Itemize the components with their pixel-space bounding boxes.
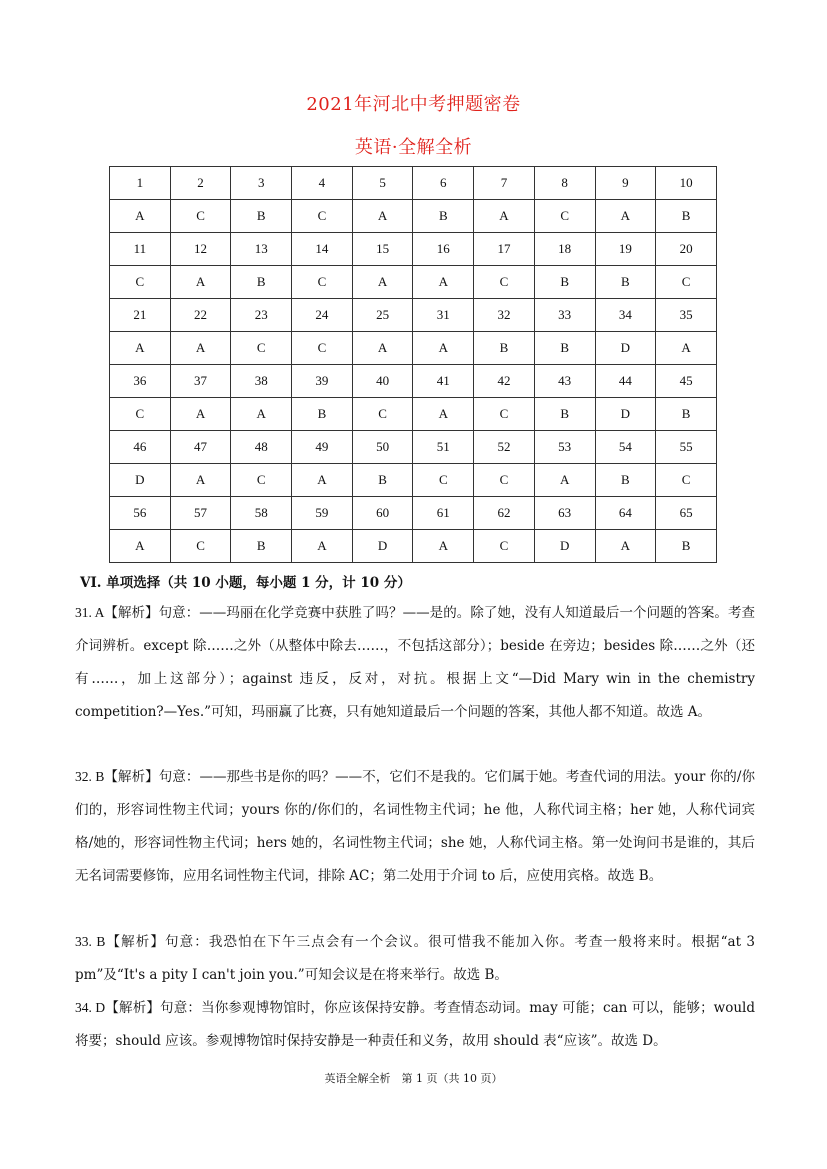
question-number-cell: 15 (352, 233, 413, 266)
question-number-cell: 19 (595, 233, 656, 266)
answer-cell: C (656, 266, 717, 299)
question-number-cell: 38 (231, 365, 292, 398)
question-number-row (110, 431, 717, 464)
answer-row (110, 332, 717, 365)
question-number-cell: 4 (292, 167, 353, 200)
answer-cell: C (110, 398, 171, 431)
question-number-cell: 12 (170, 233, 231, 266)
question-number-cell: 51 (413, 431, 474, 464)
question-number-cell: 20 (656, 233, 717, 266)
answer-cell: B (413, 200, 474, 233)
answer-cell: A (352, 332, 413, 365)
answer-cell: D (110, 464, 171, 497)
answer-cell: B (534, 398, 595, 431)
question-number-cell: 17 (474, 233, 535, 266)
answer-cell: A (534, 464, 595, 497)
answer-cell: B (595, 266, 656, 299)
answer-cell: B (231, 200, 292, 233)
question-number-cell: 53 (534, 431, 595, 464)
answer-cell: B (352, 464, 413, 497)
explanation-33 (75, 925, 755, 992)
question-number-cell: 49 (292, 431, 353, 464)
question-number-cell: 57 (170, 497, 231, 530)
answer-row (110, 398, 717, 431)
explanation-text: 【解析】句意：我恐怕在下午三点会有一个会议。很可惜我不能加入你。考查一般将来时。根据“at 3 pm”及“It's a pity I can't join you.”可知会议是在将来举行。故选 B。 (75, 934, 755, 983)
question-number-cell: 9 (595, 167, 656, 200)
question-number-row (110, 299, 717, 332)
answer-cell: C (352, 398, 413, 431)
explanation-label: 34. D (75, 1000, 106, 1015)
answer-cell: B (292, 398, 353, 431)
question-number-cell: 55 (656, 431, 717, 464)
answer-table (109, 166, 717, 563)
question-number-cell: 34 (595, 299, 656, 332)
question-number-cell: 48 (231, 431, 292, 464)
question-number-cell: 47 (170, 431, 231, 464)
answer-row (110, 530, 717, 563)
answer-cell: A (656, 332, 717, 365)
answer-cell: B (534, 332, 595, 365)
question-number-cell: 10 (656, 167, 717, 200)
answer-cell: A (595, 530, 656, 563)
page-footer: 英语全解全析 第 1 页（共 10 页） (324, 1072, 503, 1085)
answer-cell: A (110, 332, 171, 365)
question-number-row (110, 365, 717, 398)
answer-cell: B (656, 398, 717, 431)
question-number-cell: 13 (231, 233, 292, 266)
answer-cell: C (474, 530, 535, 563)
question-number-cell: 52 (474, 431, 535, 464)
question-number-cell: 65 (656, 497, 717, 530)
question-number-cell: 37 (170, 365, 231, 398)
explanation-31 (75, 596, 755, 729)
question-number-cell: 8 (534, 167, 595, 200)
answer-cell: C (656, 464, 717, 497)
question-number-cell: 31 (413, 299, 474, 332)
answer-cell: C (170, 200, 231, 233)
answer-cell: C (474, 464, 535, 497)
answer-cell: B (231, 266, 292, 299)
answer-cell: A (413, 332, 474, 365)
question-number-cell: 58 (231, 497, 292, 530)
answer-row (110, 266, 717, 299)
answer-cell: D (595, 398, 656, 431)
answer-cell: C (292, 332, 353, 365)
answer-cell: A (110, 200, 171, 233)
question-number-cell: 32 (474, 299, 535, 332)
question-number-cell: 46 (110, 431, 171, 464)
explanation-text: 【解析】句意：当你参观博物馆时，你应该保持安静。考查情态动词。may 可能；can 可以，能够；would 将要；should 应该。参观博物馆时保持安静是一种责任和义务，故用 should 表“应该”。故选 D。 (75, 1000, 756, 1049)
answer-cell: B (656, 200, 717, 233)
answer-cell: C (474, 266, 535, 299)
question-number-cell: 39 (292, 365, 353, 398)
answer-cell: C (110, 266, 171, 299)
question-number-cell: 33 (534, 299, 595, 332)
answer-cell: C (292, 200, 353, 233)
answer-cell: C (474, 398, 535, 431)
question-number-cell: 24 (292, 299, 353, 332)
question-number-cell: 14 (292, 233, 353, 266)
question-number-cell: 40 (352, 365, 413, 398)
question-number-cell: 7 (474, 167, 535, 200)
answer-cell: A (413, 266, 474, 299)
answer-cell: A (352, 266, 413, 299)
answer-cell: A (474, 200, 535, 233)
question-number-cell: 1 (110, 167, 171, 200)
question-number-cell: 63 (534, 497, 595, 530)
answer-cell: A (292, 530, 353, 563)
answer-row (110, 200, 717, 233)
answer-cell: A (110, 530, 171, 563)
answer-cell: A (595, 200, 656, 233)
answer-cell: B (474, 332, 535, 365)
answer-cell: C (413, 464, 474, 497)
explanation-label: 32. B (75, 769, 105, 784)
question-number-cell: 21 (110, 299, 171, 332)
answer-cell: C (534, 200, 595, 233)
question-number-row (110, 167, 717, 200)
question-number-cell: 36 (110, 365, 171, 398)
answer-cell: C (170, 530, 231, 563)
answer-cell: A (292, 464, 353, 497)
page-title: 2021年河北中考押题密卷 (306, 94, 521, 115)
answer-cell: A (413, 530, 474, 563)
question-number-cell: 11 (110, 233, 171, 266)
answer-cell: B (656, 530, 717, 563)
question-number-cell: 45 (656, 365, 717, 398)
question-number-row (110, 233, 717, 266)
explanation-text: 【解析】句意：——那些书是你的吗？——不，它们不是我的。它们属于她。考查代词的用法。your 你的/你们的，形容词性物主代词；yours 你的/你们的，名词性物主代词；he 他，人称代词主格；her 她，人称代词宾格/她的，形容词性物主代词；hers 她的，名词性物主代词；she 她，人称代词主格。第一处询问书是谁的，其后无名词需要修饰，应用名词性物主代词，排除 AC；第二处用于介词 to 后，应使用宾格。故选 B。 (75, 769, 755, 884)
answer-row (110, 464, 717, 497)
answer-cell: C (231, 464, 292, 497)
answer-cell: C (231, 332, 292, 365)
question-number-cell: 3 (231, 167, 292, 200)
question-number-cell: 5 (352, 167, 413, 200)
question-number-cell: 61 (413, 497, 474, 530)
question-number-cell: 41 (413, 365, 474, 398)
question-number-cell: 43 (534, 365, 595, 398)
question-number-cell: 6 (413, 167, 474, 200)
answer-cell: D (352, 530, 413, 563)
question-number-cell: 60 (352, 497, 413, 530)
explanation-label: 31. A (75, 605, 105, 620)
answer-cell: D (595, 332, 656, 365)
answer-cell: B (534, 266, 595, 299)
answer-cell: A (231, 398, 292, 431)
answer-cell: A (170, 398, 231, 431)
answer-cell: A (413, 398, 474, 431)
question-number-row (110, 497, 717, 530)
question-number-cell: 59 (292, 497, 353, 530)
answer-cell: A (170, 332, 231, 365)
explanation-34 (75, 991, 755, 1058)
question-number-cell: 2 (170, 167, 231, 200)
page-subtitle: 英语·全解全析 (354, 137, 473, 158)
answer-cell: D (534, 530, 595, 563)
section-heading: VI. 单项选择（共 10 小题，每小题 1 分，计 10 分） (80, 575, 411, 591)
question-number-cell: 56 (110, 497, 171, 530)
question-number-cell: 35 (656, 299, 717, 332)
question-number-cell: 44 (595, 365, 656, 398)
question-number-cell: 50 (352, 431, 413, 464)
explanation-text: 【解析】句意：——玛丽在化学竞赛中获胜了吗？——是的。除了她，没有人知道最后一个问题的答案。考查介词辨析。except 除……之外（从整体中除去……，不包括这部分）；beside 在旁边；besides 除……之外（还有……，加上这部分）；against 违反，反对，对抗。根据上文“—Did Mary win in the chemistry competition?—Yes.”可知，玛丽赢了比赛，只有她知道最后一个问题的答案，其他人都不知道。故选 A。 (75, 605, 756, 720)
answer-cell: B (231, 530, 292, 563)
answer-cell: C (292, 266, 353, 299)
question-number-cell: 23 (231, 299, 292, 332)
explanation-32 (75, 760, 755, 893)
question-number-cell: 25 (352, 299, 413, 332)
question-number-cell: 18 (534, 233, 595, 266)
answer-cell: A (352, 200, 413, 233)
question-number-cell: 54 (595, 431, 656, 464)
question-number-cell: 62 (474, 497, 535, 530)
question-number-cell: 16 (413, 233, 474, 266)
question-number-cell: 42 (474, 365, 535, 398)
answer-cell: A (170, 266, 231, 299)
question-number-cell: 64 (595, 497, 656, 530)
explanation-label: 33. B (75, 934, 106, 949)
answer-cell: B (595, 464, 656, 497)
question-number-cell: 22 (170, 299, 231, 332)
answer-cell: A (170, 464, 231, 497)
